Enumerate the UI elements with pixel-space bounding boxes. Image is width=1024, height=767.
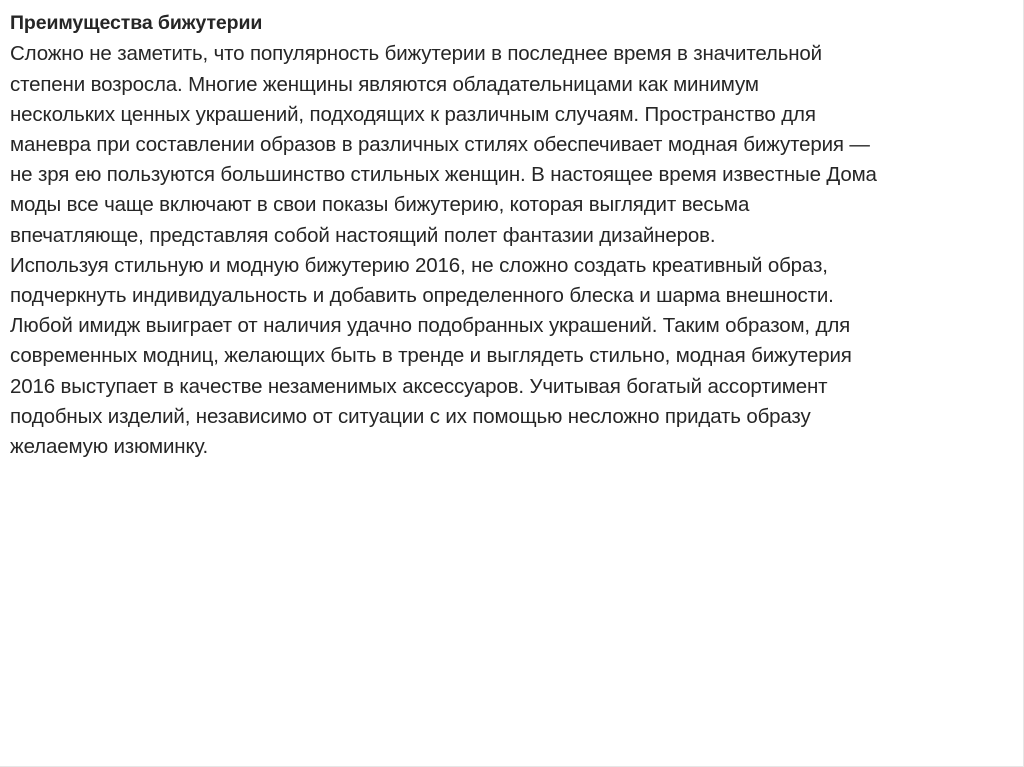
text-line: не зря ею пользуются большинство стильных женщин. В настоящее время известные Дома [10,163,877,187]
slide-content [10,8,1010,462]
paragraph-1 [10,39,1010,250]
text-line: 2016 выступает в качестве незаменимых аксессуаров. Учитывая богатый ассортимент [10,374,828,398]
text-line: нескольких ценных украшений, подходящих к различным случаям. Пространство для [10,102,816,126]
text-line: Используя стильную и модную бижутерию 2016, не сложно создать креативный образ, [10,253,828,277]
slide-title: Преимущества бижутерии [10,12,263,34]
text-line: степени возросла. Многие женщины являются обладательницами как минимум [10,72,759,96]
text-line: моды все чаще включают в свои показы бижутерию, которая выглядит весьма [10,193,750,217]
text-line: подобных изделий, независимо от ситуации с их помощью несложно придать образу [10,404,811,428]
text-line: современных модниц, желающих быть в тренде и выглядеть стильно, модная бижутерия [10,344,852,368]
text-line: подчеркнуть индивидуальность и добавить определенного блеска и шарма внешности. [10,284,834,308]
text-line: желаемую изюминку. [10,435,209,459]
text-line: маневра при составлении образов в различных стилях обеспечивает модная бижутерия — [10,133,870,157]
text-line: Сложно не заметить, что популярность бижутерии в последнее время в значительной [10,42,822,66]
text-line: Любой имидж выиграет от наличия удачно подобранных украшений. Таким образом, для [10,314,851,338]
text-line: впечатляюще, представляя собой настоящий полет фантазии дизайнеров. [10,223,716,247]
paragraph-2 [10,251,1010,462]
